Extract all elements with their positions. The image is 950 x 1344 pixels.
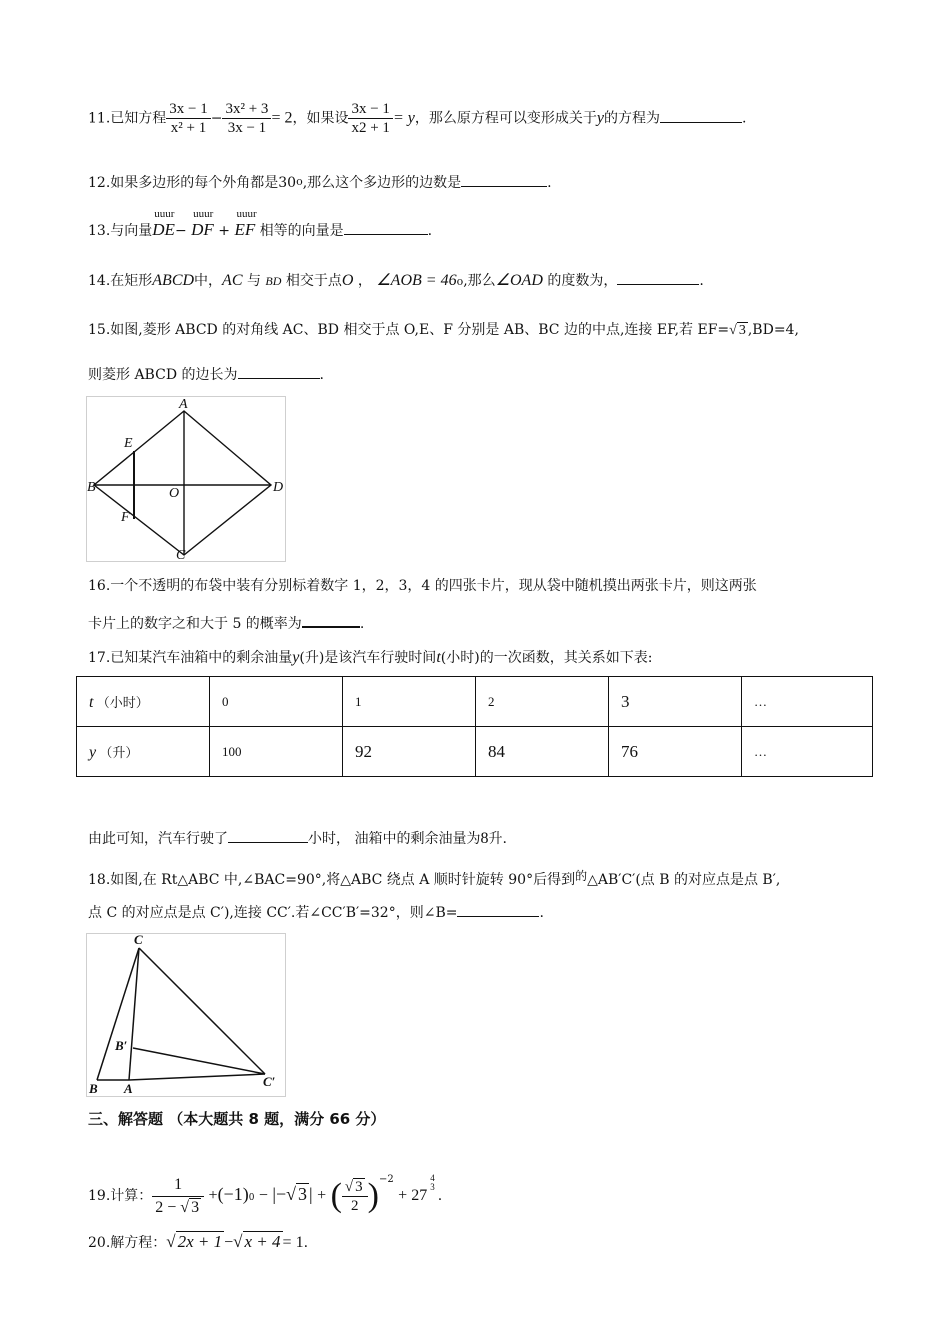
fraction-19: $\frac{1}{2 - √ 3}$ (152, 1174, 204, 1219)
label-e: E (124, 436, 133, 451)
fuel-table (76, 676, 873, 777)
answer-blank[interactable] (344, 220, 428, 235)
table-cell: 1 (343, 677, 476, 727)
table-cell: 3 (609, 677, 742, 727)
table-cell: 2 (476, 677, 609, 727)
segment-cc1 (139, 948, 265, 1074)
table-cell: … (742, 727, 873, 777)
question-16-line1: 16.一个不透明的布袋中装有分别标着数字 1，2，3，4 的四张卡片，现从袋中随机摸出两张卡片，则这两张 (88, 578, 757, 594)
table-cell: 92 (343, 727, 476, 777)
answer-blank[interactable] (461, 172, 547, 187)
answer-blank[interactable] (302, 612, 360, 628)
triangle-figure (86, 933, 286, 1097)
question-17-conclusion: 由此可知，汽车行驶了 小时， 油箱中的剩余油量为8升. (88, 830, 507, 847)
table-row (77, 727, 873, 777)
vector-df: uuur DF (191, 208, 214, 239)
label-c-prime: C′ (263, 1074, 276, 1089)
table-header-t: t （小时） (77, 677, 210, 727)
label-b-prime: B′ (115, 1038, 128, 1053)
vector-de: uuur DE (152, 208, 175, 239)
label-b: B (87, 480, 96, 495)
triangle-diagram (87, 934, 285, 1096)
rhombus-figure (86, 396, 286, 562)
table-cell: 76 (609, 727, 742, 777)
label-b: B (89, 1081, 98, 1096)
rhombus-diagram (87, 397, 285, 561)
label-d: D (273, 480, 284, 495)
sqrt-3: √ 3 (729, 323, 746, 338)
fraction-inner: $\frac{√ 3}{2}$ (342, 1178, 368, 1215)
exponent-fraction: 4 3 (430, 1173, 435, 1192)
label-a: A (124, 1081, 133, 1096)
rhombus-outline (94, 411, 271, 555)
question-17: 17.已知某汽车油箱中的剩余油量y(升)是该汽车行驶时间t(小时)的一次函数，其关系如下表: (88, 649, 653, 666)
question-18-line2: 点 C 的对应点是点 C′),连接 CC′.若∠CC′B′=32°，则∠B= . (88, 902, 544, 923)
fraction-3: $\frac{3x - 1}{x2 + 1}$ (348, 100, 392, 137)
fraction-2: $\frac{\text{3x² + 3}}{3x - 1}$ (222, 100, 271, 137)
question-15-line1: 15.如图,菱形 ABCD 的对角线 AC、BD 相交于点 O,E、F 分别是 AB、BC 边的中点,连接 EF,若 EF=√ 3 ,BD=4, (88, 320, 799, 341)
answer-blank[interactable] (457, 902, 539, 917)
sqrt-x-plus-4: √ x + 4 (233, 1232, 281, 1251)
label-o: O (169, 486, 180, 501)
segment-ac1 (129, 1074, 265, 1080)
answer-blank[interactable] (617, 270, 699, 285)
table-row (77, 677, 873, 727)
label-c: C (176, 548, 186, 561)
question-14: 14.在矩形ABCD中，AC 与 BD 相交于点O ， ∠AOB = 46o,那么∠OAD 的度数为， . (88, 272, 704, 289)
segment-cb (97, 948, 139, 1080)
label-f: F (121, 510, 130, 525)
question-13: 13.与向量 uuur DE− uuur DF + uuur EF 相等的向量是 . (88, 208, 433, 239)
sqrt-2x-plus-1: √ 2x + 1 (166, 1232, 223, 1251)
answer-blank[interactable] (238, 364, 320, 379)
label-a: A (179, 397, 188, 412)
table-cell: 100 (210, 727, 343, 777)
table-header-y: y （升） (77, 727, 210, 777)
table-cell: 84 (476, 727, 609, 777)
question-15-line2: 则菱形 ABCD 的边长为 . (88, 364, 324, 385)
question-12: 12.如果多边形的每个外角都是30o,那么这个多边形的边数是 . (88, 172, 552, 193)
table-cell: … (742, 677, 873, 727)
question-11: 11.已知方程 $\frac{3x - 1}{\text{x² + 1}}$ − $\frac{\text{3x² + 3}}{3x - 1}$ = 2，如果设 $\frac{3x - 1}{x2 + 1}$ = y，那么原方程可以变形成关于y的方程为 . (88, 101, 747, 136)
answer-blank[interactable] (228, 828, 308, 843)
question-16-line2: 卡片上的数字之和大于 5 的概率为 . (88, 612, 364, 634)
sqrt-3: √ 3 (286, 1184, 308, 1204)
fraction-1: $\frac{3x - 1}{\text{x² + 1}}$ (166, 100, 210, 137)
question-19: 19.计算： $\frac{1}{2 - √ 3}$ +(−1)0 − |−√ 3 | + ( $\frac{√ 3}{2}$ )$^{-2}$ + 27 4 3 . (88, 1168, 442, 1219)
question-20: 20.解方程：√ 2x + 1 −√ x + 4 = 1. (88, 1230, 308, 1255)
answer-blank[interactable] (660, 108, 742, 123)
segment-ca (129, 948, 139, 1080)
table-cell: 0 (210, 677, 343, 727)
section-heading: 三、解答题 （本大题共 8 题，满分 66 分） (88, 1110, 386, 1128)
label-c: C (134, 934, 143, 947)
segment-b1c1 (133, 1048, 265, 1074)
vector-ef: uuur EF (234, 208, 257, 239)
question-18-line1: 18.如图,在 Rt△ABC 中,∠BAC=90°,将△ABC 绕点 A 顺时针旋转 90°后得到的△AB′C′(点 B 的对应点是点 B′, (88, 869, 781, 888)
